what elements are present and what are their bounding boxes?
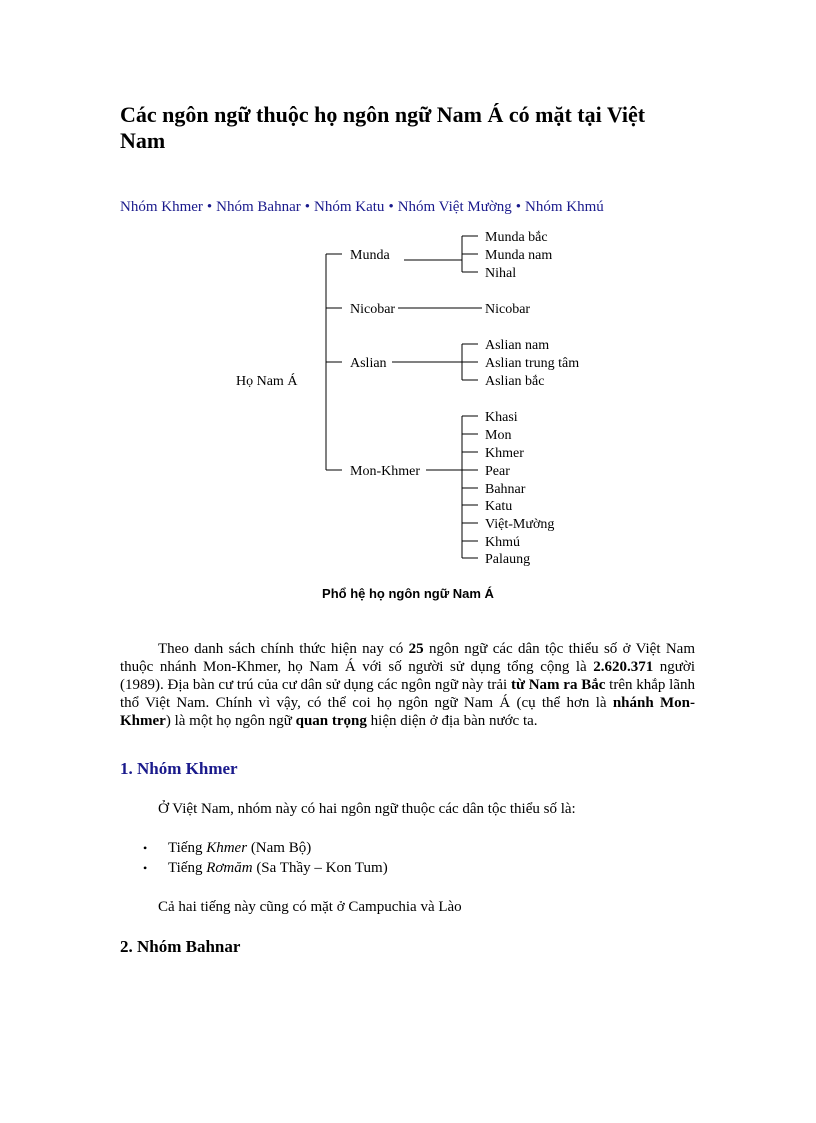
nav-separator: • xyxy=(388,199,394,215)
tree-leaf: Mon xyxy=(485,428,512,443)
intro-text: trên khắp lãnh thổ Việt Nam. Chính vì vậy, có thể coi họ ngôn ngữ Nam Á (cụ thể hơn là xyxy=(120,677,695,711)
tree-leaf: Khasi xyxy=(485,410,518,425)
nav-link-katu[interactable]: Nhóm Katu xyxy=(314,199,385,215)
tree-leaf: Khmú xyxy=(485,535,520,550)
tree-leaf: Aslian trung tâm xyxy=(485,356,580,371)
tree-root-label: Họ Nam Á xyxy=(236,374,298,389)
nav-separator: • xyxy=(304,199,311,215)
list-item xyxy=(140,858,388,878)
tree-branch-mon-khmer: Mon-Khmer xyxy=(350,464,420,479)
tree-leaf: Aslian nam xyxy=(485,338,550,353)
list-item-language: Khmer xyxy=(206,840,248,856)
intro-bold: nhánh Mon-Khmer xyxy=(120,695,695,729)
nav-link-viet-muong[interactable]: Nhóm Việt Mường xyxy=(397,199,512,215)
nav-link-khmu[interactable]: Nhóm Khmú xyxy=(525,199,604,215)
tree-leaf: Nicobar xyxy=(485,302,531,317)
list-item-suffix: (Nam Bộ) xyxy=(247,840,312,856)
figure-caption: Phổ hệ họ ngôn ngữ Nam Á xyxy=(322,586,494,601)
intro-text: ) là một họ ngôn ngữ xyxy=(165,713,296,729)
tree-leaf: Nihal xyxy=(485,266,517,281)
intro-bold: từ Nam ra Bắc xyxy=(510,677,606,693)
tree-leaf: Pear xyxy=(485,464,510,479)
tree-branch-aslian: Aslian xyxy=(350,356,387,371)
nav-separator: • xyxy=(515,199,522,215)
tree-branch-munda: Munda xyxy=(350,248,390,263)
list-item-suffix: (Sa Thầy – Kon Tum) xyxy=(252,860,388,876)
list-item-prefix: Tiếng xyxy=(168,860,207,876)
intro-text: Theo danh sách chính thức hiện nay có xyxy=(158,641,409,657)
page-title: Các ngôn ngữ thuộc họ ngôn ngữ Nam Á có mặt tại Việt Nam xyxy=(120,102,646,153)
section-khmer-note: Cả hai tiếng này cũng có mặt ở Campuchia và Lào xyxy=(158,899,462,915)
tree-leaf: Khmer xyxy=(485,446,524,461)
nav-link-bahnar[interactable]: Nhóm Bahnar xyxy=(216,199,301,215)
khmer-language-list xyxy=(140,838,388,878)
list-item-language: Rơmăm xyxy=(206,860,253,876)
tree-branch-nicobar: Nicobar xyxy=(350,302,396,317)
bullet-icon: • xyxy=(143,861,148,875)
tree-leaf: Bahnar xyxy=(485,482,526,497)
list-item-prefix: Tiếng xyxy=(168,840,207,856)
intro-bold: 2.620.371 xyxy=(593,659,654,675)
tree-leaf: Munda nam xyxy=(485,248,553,263)
tree-leaf: Munda bắc xyxy=(485,230,548,245)
tree-leaf: Katu xyxy=(485,499,513,514)
tree-leaf: Aslian bắc xyxy=(485,374,545,389)
intro-text: người (1989). Địa bàn cư trú của cư dân sử dụng các ngôn ngữ này trải xyxy=(120,659,695,693)
tree-leaf: Việt-Mường xyxy=(485,517,555,532)
section-heading-bahnar: 2. Nhóm Bahnar xyxy=(120,937,241,956)
nav-link-khmer[interactable]: Nhóm Khmer xyxy=(120,199,203,215)
nav-separator: • xyxy=(206,199,213,215)
section-khmer-text: Ở Việt Nam, nhóm này có hai ngôn ngữ thuộc các dân tộc thiểu số là: xyxy=(158,801,576,817)
list-item xyxy=(140,838,388,858)
section-heading-khmer: 1. Nhóm Khmer xyxy=(120,759,238,778)
intro-paragraph xyxy=(120,640,695,730)
bullet-icon: • xyxy=(143,841,148,855)
intro-text: hiện diện ở địa bàn nước ta. xyxy=(366,713,538,729)
intro-bold: 25 xyxy=(408,641,424,657)
intro-bold: quan trọng xyxy=(295,713,367,729)
intro-text: ngôn ngữ các dân tộc thiểu số ở Việt Nam thuộc nhánh Mon-Khmer, họ Nam Á với số người sử dụng tổng cộng là xyxy=(120,641,695,675)
tree-leaf: Palaung xyxy=(485,552,531,567)
